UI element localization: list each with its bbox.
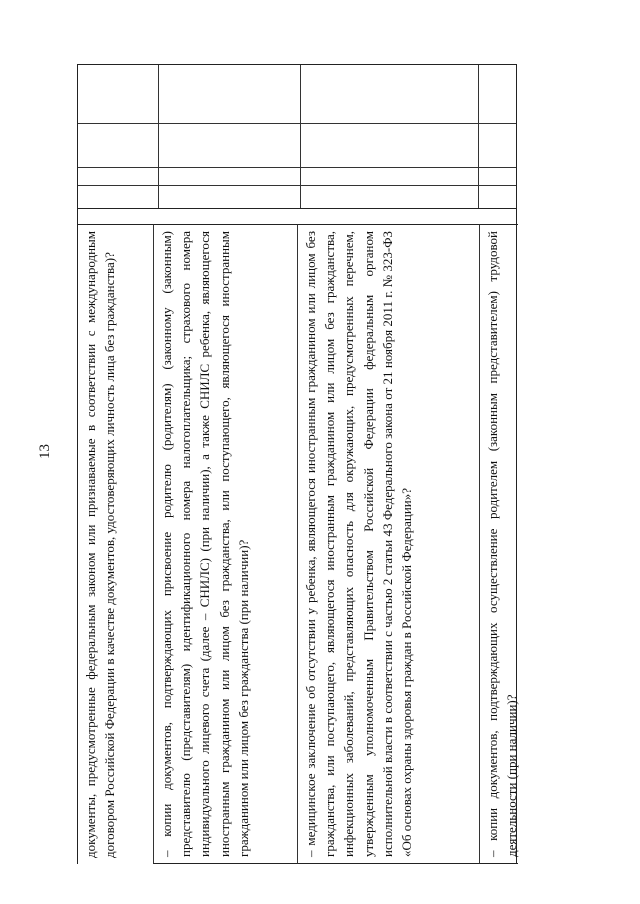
checklist-table <box>77 64 520 864</box>
answer-column-empty <box>77 208 517 224</box>
grid-divider <box>158 65 159 208</box>
table-row-4 <box>479 224 518 864</box>
grid-divider <box>78 167 516 168</box>
table-row-1 <box>78 224 153 864</box>
row-1-text: документы, предусмотренные федеральным законом или признаваемые в соответствии с международным договором Российской Федерации в качестве документов, удостоверяющих личность лица без гражданства)? <box>83 231 118 858</box>
question-column <box>77 224 520 864</box>
grid-divider <box>78 185 516 186</box>
row-2-text: – копии документов, подтверждающих присвоение родителю (родителям) (законному (законным) представителю (представителям) идентификационного номера налогоплательщика; страхового номера индивидуального лицевого счета (далее – СНИЛС) (при наличии), а также СНИЛС ребенка, являющегося иностранным гражданином или лицом без гражданства, или поступающего, являющегося иностранным гражданином или лицом без гражданства (при наличии)? <box>159 231 251 857</box>
page-number: 13 <box>37 444 53 459</box>
table-row-3 <box>297 224 479 864</box>
grid-divider <box>300 65 301 208</box>
rotated-table-wrapper <box>77 64 520 864</box>
grid-divider <box>478 65 479 208</box>
row-4-text: – копии документов, подтверждающих осуществление родителем (законным представителем) трудовой деятельности (при наличии)? <box>485 231 520 857</box>
answer-grid <box>77 64 517 208</box>
table-row-2 <box>153 224 297 864</box>
row-3-text: – медицинское заключение об отсутствии у ребенка, являющегося иностранным гражданином или лицом без гражданства, или поступающего, являющегося иностранным гражданином или лицом без гражданства, инфекционных заболеваний, представляющих опасность для окружающих, предусмотренных перечнем, утвержденным уполномоченным Правительством Российской Федерации федеральным органом исполнительной власти в соответствии с частью 2 статьи 43 Федерального закона от 21 ноября 2011 г. № 323-ФЗ «Об основах охраны здоровья граждан в Российской Федерации»? <box>303 231 415 857</box>
grid-divider <box>78 123 516 124</box>
